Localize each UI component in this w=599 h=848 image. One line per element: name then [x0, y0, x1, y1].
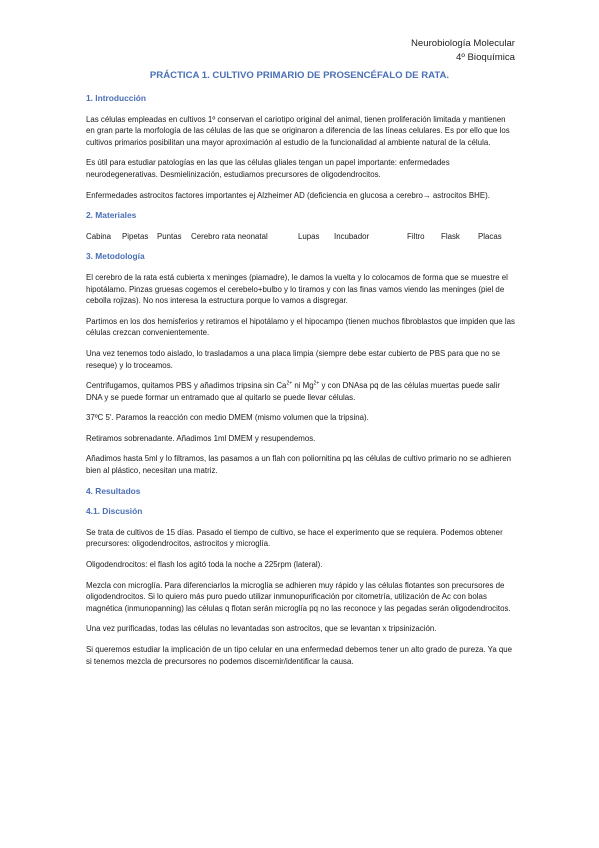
materials-heading: 2. Materiales — [86, 210, 137, 221]
document-body — [86, 93, 516, 676]
results-paragraph-1: Se trata de cultivos de 15 días. Pasado el tiempo de cultivo, se hace el experimento que se requiera. Podemos obtener precursores: oligodendrocitos, astrocitos y microglía. — [86, 527, 503, 549]
method-paragraph-1: El cerebro de la rata está cubierta x meninges (piamadre), le damos la vuelta y lo colocamos de forma que se muestre el hipotálamo. Pinzas gruesas cogemos el cerebelo+bulbo y lo tiramos y con las finas vamos viendo las meninges (piel de cebolla rojizas). No nos interesa la estructura porque lo vamos a disgregar. — [86, 272, 508, 306]
results-paragraph-3: Mezcla con microglía. Para diferenciarlos la microglía se adhieren muy rápido y las células flotantes son precursores de oligodendrocitos. Si lo quiero más puro puedo utilizar inmunopurificación por citometría, utilización de Ac con bolas magnética (inmunopanning) las células q flotan serán microglía pq no las reconoce y las pegadas serán oligodendrocitos. — [86, 580, 511, 613]
materials-list — [86, 231, 516, 243]
discussion-heading: 4.1. Discusión — [86, 506, 143, 517]
material-item: Flask — [441, 231, 460, 241]
material-item: Puntas — [157, 231, 182, 241]
header-degree: 4º Bioquímica — [456, 52, 515, 63]
method-paragraph-6: Retiramos sobrenadante. Añadimos 1ml DMEM y resupendemos. — [86, 433, 316, 443]
method-paragraph-2: Partimos en los dos hemisferios y retiramos el hipotálamo y el hipocampo (tienen muchos fibroblastos que impiden que las células crezcan convenientemente. — [86, 316, 515, 338]
document-title: PRÁCTICA 1. CULTIVO PRIMARIO DE PROSENCÉFALO DE RATA. — [149, 70, 450, 81]
material-item: Cabina — [86, 231, 112, 241]
intro-paragraph-3: Enfermedades astrocitos factores importantes ej Alzheimer AD (deficiencia en glucosa a cerebro→ astrocitos BHE). — [86, 190, 490, 200]
method-heading: 3. Metodología — [86, 251, 145, 262]
results-heading: 4. Resultados — [86, 485, 141, 496]
method-p4-text-c: y con DNAsa pq de las células muertas puede salir DNA y se puede formar un entramado que al quitarlo se puede llevar células. — [86, 381, 501, 402]
method-paragraph-4 — [86, 380, 516, 403]
material-item: Cerebro rata neonatal — [191, 231, 268, 241]
intro-paragraph-1: Las células empleadas en cultivos 1º conservan el cariotipo original del animal, tienen proliferación limitada y mantienen en gran parte la morfología de las células de las que se originaron a diferencia de las líneas celulares. Es por ello que los cultivos primarios posibilitan una mayor aproximación al estudio de la funcionalidad al ambiente natural de la célula. — [86, 114, 510, 147]
intro-paragraph-2: Es útil para estudiar patologías en las que las células gliales tengan un papel importante: enfermedades neurodegenerativas. Desmielinización, estudiamos precursores de oligodendrocitos. — [86, 158, 450, 179]
results-paragraph-4: Una vez purificadas, todas las células no levantadas son astrocitos, que se levantan x tripsinización. — [86, 624, 437, 634]
material-item: Placas — [478, 231, 502, 241]
method-p4-text-b: ni Mg — [292, 381, 314, 391]
results-paragraph-5: Si queremos estudiar la implicación de un tipo celular en una enfermedad debemos tener un alto grado de pureza. Ya que si tenemos mezcla de precursores no podemos discernir/identificar la causa. — [86, 645, 513, 666]
material-item: Lupas — [298, 231, 320, 241]
method-p4-text-a: Centrifugamos, quitamos PBS y añadimos tripsina sin Ca — [86, 381, 287, 391]
material-item: Filtro — [407, 231, 425, 241]
method-paragraph-5: 37ºC 5'. Paramos la reacción con medio DMEM (mismo volumen que la tripsina). — [86, 413, 369, 423]
material-item: Incubador — [334, 231, 370, 241]
page-header — [411, 37, 515, 65]
material-item: Pipetas — [122, 231, 149, 241]
method-paragraph-7: Añadimos hasta 5ml y lo filtramos, las pasamos a un flah con poliornitina pq las células de cultivo primario no se adhieren bien al plástico, necesitan una matriz. — [86, 454, 512, 476]
header-course: Neurobiología Molecular — [411, 38, 515, 49]
calcium-charge: 2+ — [286, 380, 293, 387]
magnesium-charge: 2+ — [313, 380, 320, 387]
intro-heading: 1. Introducción — [86, 93, 147, 103]
results-paragraph-2: Oligodendrocitos: el flash los agitó toda la noche a 225rpm (lateral). — [86, 560, 323, 570]
method-paragraph-3: Una vez tenemos todo aislado, lo trasladamos a una placa limpia (siempre debe estar cubierto de PBS para que no se reseque) y lo troceamos. — [86, 348, 501, 370]
